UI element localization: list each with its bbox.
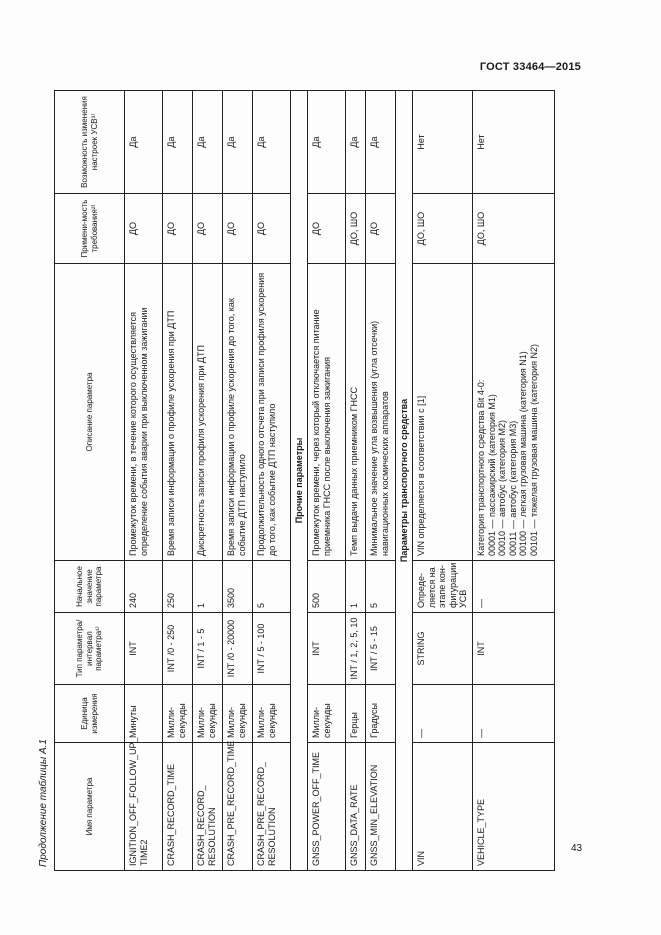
unit-cell: Герцы: [346, 685, 366, 743]
applicability-cell: ДО: [308, 194, 346, 264]
description-cell: Категория транспортного средства Bit 4-0: 00001 — пассажирский (категория M1) 00010 — автобус (категория M2) 00011 — автобус (категория M3) 00100 — легкая грузовая машина (категория N1) 00101 — тяжелая грузовая машина (категория N2): [473, 264, 555, 561]
param-name-cell: CRASH_RECORD_TIME: [163, 743, 193, 871]
description-cell: VIN определяется в соответствии с [1]: [413, 264, 473, 561]
type-cell: INT: [473, 613, 555, 685]
changeable-cell: Да: [125, 91, 163, 194]
description-cell: Промежуток времени, через который отключается питание приемника ГНСС после выключения зажигания: [308, 264, 346, 561]
type-cell: INT / 5 - 15: [366, 613, 396, 685]
col-header-type: Тип параметра/ интервал параметра¹⁾: [55, 613, 125, 685]
description-cell: Минимальное значение угла возвышения (угла отсечки) навигационных космических аппаратов: [366, 264, 396, 561]
section-row: [291, 91, 308, 871]
unit-cell: Милли-секунды: [163, 685, 193, 743]
section-row: [396, 91, 413, 871]
rotated-table-block: [38, 91, 588, 871]
type-cell: INT: [308, 613, 346, 685]
init-value-cell: 250: [163, 561, 193, 613]
changeable-cell: Да: [193, 91, 223, 194]
changeable-cell: Да: [163, 91, 193, 194]
applicability-cell: ДО: [253, 194, 291, 264]
changeable-cell: Да: [346, 91, 366, 194]
param-name-cell: GNSS_DATA_RATE: [346, 743, 366, 871]
unit-cell: —: [473, 685, 555, 743]
param-name-cell: CRASH_PRE_RECORD_TIME: [223, 743, 253, 871]
changeable-cell: Да: [308, 91, 346, 194]
table-row: [308, 91, 346, 871]
section-label: Прочие параметры: [291, 91, 308, 871]
type-cell: INT / 5 - 100: [253, 613, 291, 685]
init-value-cell: 1: [193, 561, 223, 613]
param-name-cell: VIN: [413, 743, 473, 871]
type-cell: STRING: [413, 613, 473, 685]
changeable-cell: Да: [366, 91, 396, 194]
col-header-init: Начальное значение параметра: [55, 561, 125, 613]
description-cell: Продолжительность одного отсчета при записи профиля ускорения до того, как событие ДТП наступило: [253, 264, 291, 561]
table-row: [253, 91, 291, 871]
unit-cell: Милли-секунды: [253, 685, 291, 743]
type-cell: INT /0 - 20000: [223, 613, 253, 685]
unit-cell: Милли-секунды: [223, 685, 253, 743]
applicability-cell: ДО: [366, 194, 396, 264]
applicability-cell: ДО: [193, 194, 223, 264]
unit-cell: —: [413, 685, 473, 743]
init-value-cell: 1: [346, 561, 366, 613]
applicability-cell: ДО: [163, 194, 193, 264]
table-row: [163, 91, 193, 871]
init-value-cell: 240: [125, 561, 163, 613]
col-header-name: Имя параметра: [55, 743, 125, 871]
section-label: Параметры транспортного средства: [396, 91, 413, 871]
applicability-cell: ДО, ШО: [346, 194, 366, 264]
type-cell: INT / 1 - 5: [193, 613, 223, 685]
applicability-cell: ДО: [125, 194, 163, 264]
table-row: [125, 91, 163, 871]
param-name-cell: CRASH_PRE_RECORD_ RESOLUTION: [253, 743, 291, 871]
table-row: [193, 91, 223, 871]
description-cell: Промежуток времени, в течение которого осуществляется определение события аварии при выключенном зажигании: [125, 264, 163, 561]
unit-cell: Минуты: [125, 685, 163, 743]
init-value-cell: Опреде-ляется на этапе кон-фигурации УСВ: [413, 561, 473, 613]
changeable-cell: Да: [223, 91, 253, 194]
applicability-cell: ДО, ШО: [473, 194, 555, 264]
param-name-cell: CRASH_RECORD_ RESOLUTION: [193, 743, 223, 871]
table-row: [413, 91, 473, 871]
col-header-desc: Описание параметра: [55, 264, 125, 561]
description-cell: Темп выдачи данных приемником ГНСС: [346, 264, 366, 561]
col-header-change: Возможность изменения настроек УСВ³⁾: [55, 91, 125, 194]
table-row: [473, 91, 555, 871]
col-header-appl: Примени-мость требования²⁾: [55, 194, 125, 264]
description-cell: Время записи информации о профиле ускорения при ДТП: [163, 264, 193, 561]
col-header-unit: Единица измерения: [55, 685, 125, 743]
param-name-cell: GNSS_POWER_OFF_TIME: [308, 743, 346, 871]
table-caption: Продолжение таблицы А.1: [38, 739, 49, 867]
table-body: [125, 91, 555, 871]
description-cell: Дискретность записи профиля ускорения при ДТП: [193, 264, 223, 561]
applicability-cell: ДО: [223, 194, 253, 264]
init-value-cell: 5: [366, 561, 396, 613]
table-row: [346, 91, 366, 871]
table-row: [366, 91, 396, 871]
unit-cell: Градусы: [366, 685, 396, 743]
init-value-cell: 5: [253, 561, 291, 613]
param-name-cell: IGNITION_OFF_FOLLOW_UP_ TIME2: [125, 743, 163, 871]
changeable-cell: Нет: [413, 91, 473, 194]
type-cell: INT /0 - 250: [163, 613, 193, 685]
unit-cell: Милли-секунды: [193, 685, 223, 743]
init-value-cell: —: [473, 561, 555, 613]
init-value-cell: 500: [308, 561, 346, 613]
type-cell: INT: [125, 613, 163, 685]
type-cell: INT / 1, 2, 5, 10: [346, 613, 366, 685]
init-value-cell: 3500: [223, 561, 253, 613]
param-name-cell: GNSS_MIN_ELEVATION: [366, 743, 396, 871]
description-cell: Время записи информации о профиле ускорения до того, как событие ДТП наступило: [223, 264, 253, 561]
table-row: [223, 91, 253, 871]
parameters-table: [54, 90, 555, 871]
changeable-cell: Да: [253, 91, 291, 194]
applicability-cell: ДО, ШО: [413, 194, 473, 264]
changeable-cell: Нет: [473, 91, 555, 194]
unit-cell: Милли-секунды: [308, 685, 346, 743]
param-name-cell: VEHICLE_TYPE: [473, 743, 555, 871]
standard-number: ГОСТ 33464—2015: [479, 61, 581, 73]
page-number: 43: [571, 843, 583, 854]
header-row: [55, 91, 125, 871]
